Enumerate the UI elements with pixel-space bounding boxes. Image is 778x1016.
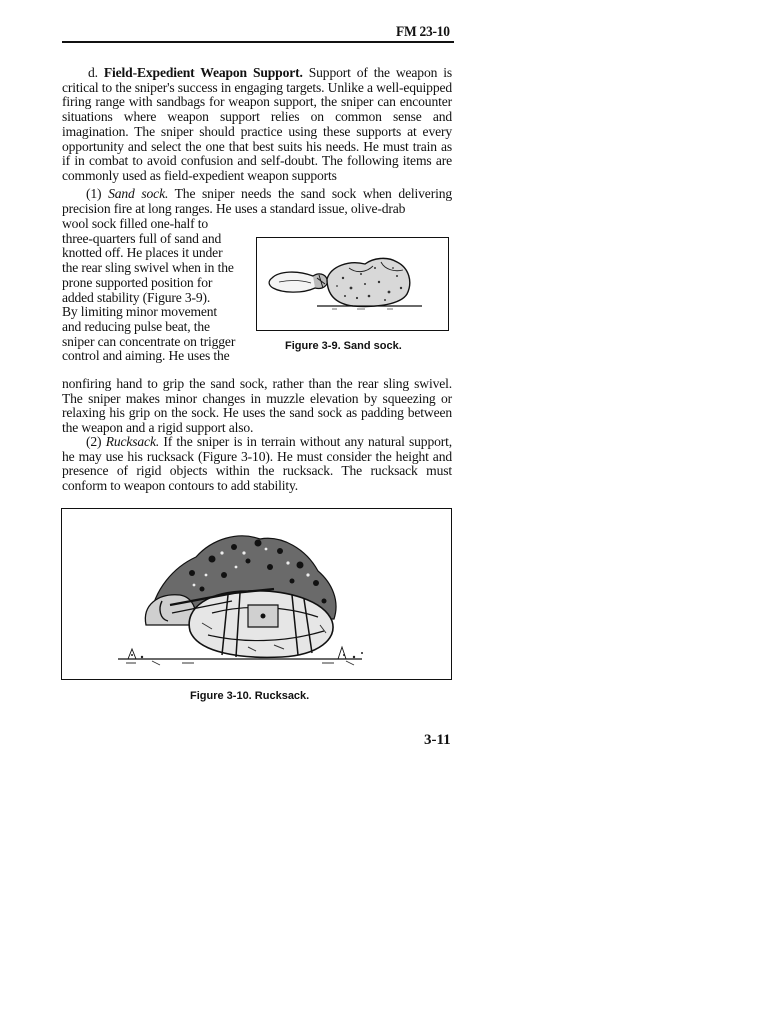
wrap-line: added stability (Figure 3-9). [62,289,211,305]
rucksack-body: If the sniper is in terrain without any natural support, he may use his rucksack (Figure 3-10). He must consider the height and presence of rigid objects within the rucksack. The rucksack must conform to weapon contours to add stability. [62,434,452,494]
sand-sock-intro: The sniper needs the sand sock when delivering precision fire at long ranges. He uses a standard issue, olive-drab [62,186,452,216]
sand-sock-rest: nonfiring hand to grip the sand sock, rather than the rear sling swivel. The sniper makes minor changes in muzzle elevation by squeezing or relaxing his grip on the sock. He uses the sand sock as padding between the weapon and a rigid support also. [62,376,452,436]
wrap-line: three-quarters full of sand and [62,230,222,246]
wrap-line: sniper can concentrate on trigger [62,333,236,349]
sand-sock-number: (1) [86,186,102,201]
sand-sock-wrapped-text [62,217,252,364]
wrap-line: and reducing pulse beat, the [62,318,210,334]
paragraph-field-expedient [62,66,452,184]
document-id: FM 23-10 [396,24,450,40]
figure-3-10-caption: Figure 3-10. Rucksack. [190,690,310,702]
section-label: d. [88,65,98,80]
sand-sock-heading: Sand sock. [108,186,169,201]
rucksack-illustration [62,509,450,678]
wrap-line: wool sock filled one-half to [62,216,209,231]
paragraph-rucksack [62,435,452,494]
wrap-line: control and aiming. He uses the [62,348,230,364]
figure-3-9-frame [256,237,449,331]
figure-3-10-frame [61,508,452,680]
rucksack-heading: Rucksack. [105,434,160,449]
wrap-line: the rear sling swivel when in the [62,260,234,276]
paragraph-sand-sock-intro [62,187,452,216]
rucksack-number: (2) [86,434,102,449]
wrap-line: prone supported position for [62,274,213,290]
page-number: 3-11 [424,732,451,748]
figure-3-9-caption: Figure 3-9. Sand sock. [285,340,402,352]
wrap-line: By limiting minor movement [62,304,218,320]
header-rule [62,41,454,43]
sand-sock-illustration [257,238,447,329]
section-heading: Field-Expedient Weapon Support. [103,65,303,80]
wrap-line: knotted off. He places it under [62,245,223,261]
section-body: Support of the weapon is critical to the sniper's success in engaging targets. Unlike a well-equipped firing range with sandbags for weapon support, the sniper can encounter situations where weapon support relies on common sense and imagination. The sniper should practice using these supports at every opportunity and select the one that best suits his needs. He must train as if in combat to avoid confusion and self-doubt. The following items are commonly used as field-expedient weapon supports [62,65,452,183]
